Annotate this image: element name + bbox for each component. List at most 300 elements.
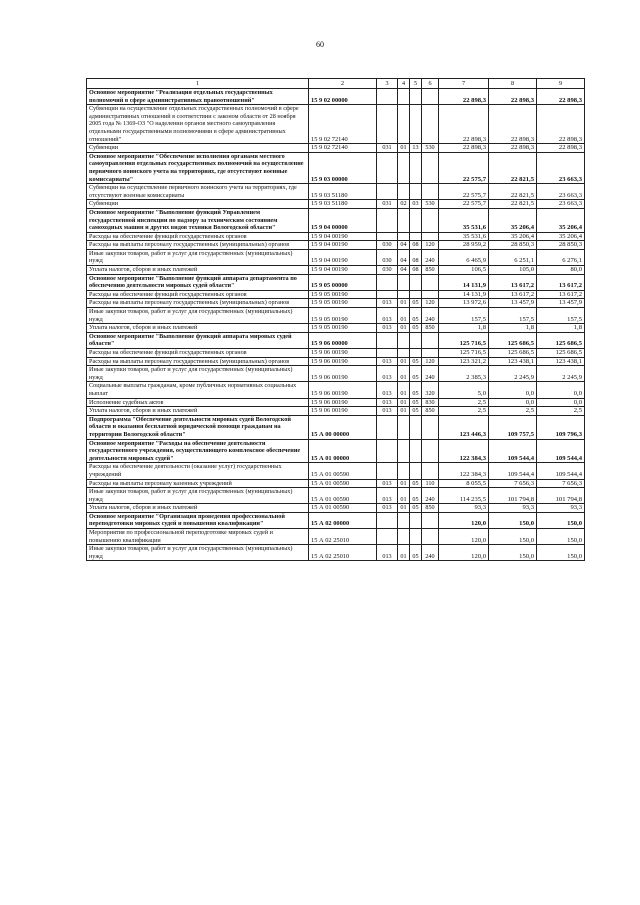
row-value-8: 0,0 — [489, 382, 537, 398]
row-name: Субвенции на осуществление отдельных государственных полномочий в сфере административных отношений в соответствии с законом области от 28 ноября 2005 года № 1369-ОЗ "О наделении органов местного самоуправления отдельными государственными полномочиями в сфере административных отношений" — [87, 105, 309, 144]
row-code: 15 9 06 00190 — [309, 382, 377, 398]
row-podrazdel — [410, 89, 422, 105]
table-row — [87, 545, 585, 561]
table-row — [87, 324, 585, 333]
row-value-9: 35 206,4 — [537, 232, 585, 241]
table-row — [87, 208, 585, 232]
row-code: 15 9 02 00000 — [309, 89, 377, 105]
row-value-7: 8 055,5 — [439, 479, 489, 488]
row-code: 15 А 02 25010 — [309, 545, 377, 561]
table-row — [87, 357, 585, 366]
row-code: 15 9 04 00190 — [309, 266, 377, 275]
row-value-9: 101 794,8 — [537, 488, 585, 504]
row-value-9: 80,0 — [537, 266, 585, 275]
row-podrazdel: 05 — [410, 479, 422, 488]
table-body — [87, 89, 585, 561]
row-podrazdel: 03 — [410, 200, 422, 209]
row-vid — [422, 274, 439, 290]
row-ved: 030 — [377, 266, 398, 275]
row-code: 15 А 02 25010 — [309, 529, 377, 545]
row-value-8: 123 438,1 — [489, 357, 537, 366]
row-razdel: 01 — [398, 308, 410, 324]
row-vid — [422, 89, 439, 105]
table-row — [87, 366, 585, 382]
row-ved — [377, 152, 398, 183]
row-ved — [377, 512, 398, 528]
row-vid — [422, 439, 439, 463]
header-cell: 4 — [398, 79, 410, 89]
table-row — [87, 299, 585, 308]
table-row — [87, 332, 585, 348]
row-razdel: 01 — [398, 398, 410, 407]
row-name: Расходы на обеспечение деятельности (оказание услуг) государственных учреждений — [87, 463, 309, 479]
row-code: 15 А 01 00590 — [309, 504, 377, 513]
row-podrazdel — [410, 184, 422, 200]
row-name: Уплата налогов, сборов и иных платежей — [87, 504, 309, 513]
table-row — [87, 349, 585, 358]
row-value-9: 22 898,3 — [537, 105, 585, 144]
row-ved: 013 — [377, 308, 398, 324]
row-vid: 320 — [422, 382, 439, 398]
row-code: 15 9 06 00190 — [309, 398, 377, 407]
row-value-7: 157,5 — [439, 308, 489, 324]
row-podrazdel — [410, 529, 422, 545]
row-vid: 240 — [422, 308, 439, 324]
row-value-7: 2,5 — [439, 407, 489, 416]
row-razdel: 01 — [398, 366, 410, 382]
row-podrazdel: 05 — [410, 407, 422, 416]
row-name: Основное мероприятие "Выполнение функций аппарата департамента по обеспечению деятельности мировых судей области" — [87, 274, 309, 290]
row-ved — [377, 463, 398, 479]
row-razdel: 02 — [398, 200, 410, 209]
row-podrazdel: 05 — [410, 382, 422, 398]
row-ved — [377, 232, 398, 241]
row-code: 15 9 05 00000 — [309, 274, 377, 290]
row-ved — [377, 290, 398, 299]
row-value-7: 120,0 — [439, 545, 489, 561]
row-razdel — [398, 105, 410, 144]
row-name: Иные закупки товаров, работ и услуг для государственных (муниципальных) нужд — [87, 249, 309, 265]
row-value-9: 23 663,3 — [537, 152, 585, 183]
row-value-9: 13 617,2 — [537, 274, 585, 290]
row-razdel — [398, 274, 410, 290]
row-value-9: 109 796,3 — [537, 415, 585, 439]
row-ved: 013 — [377, 299, 398, 308]
table-row — [87, 89, 585, 105]
row-ved: 013 — [377, 479, 398, 488]
row-ved: 013 — [377, 398, 398, 407]
row-podrazdel — [410, 208, 422, 232]
row-value-7: 14 131,9 — [439, 274, 489, 290]
row-podrazdel — [410, 463, 422, 479]
row-value-8: 13 457,9 — [489, 299, 537, 308]
row-vid: 110 — [422, 479, 439, 488]
row-podrazdel — [410, 232, 422, 241]
row-podrazdel: 08 — [410, 241, 422, 250]
page-number: 60 — [316, 40, 324, 49]
row-ved — [377, 208, 398, 232]
row-ved: 030 — [377, 241, 398, 250]
row-name: Субвенции — [87, 144, 309, 153]
row-podrazdel — [410, 290, 422, 299]
row-code: 15 9 05 00190 — [309, 308, 377, 324]
row-value-7: 1,8 — [439, 324, 489, 333]
row-value-7: 123 321,2 — [439, 357, 489, 366]
row-vid — [422, 232, 439, 241]
row-name: Мероприятия по профессиональной переподготовке мировых судей и повышению квалификации — [87, 529, 309, 545]
row-code: 15 А 01 00000 — [309, 439, 377, 463]
row-value-8: 35 206,4 — [489, 208, 537, 232]
row-name: Основное мероприятие "Расходы на обеспечение деятельности государственного учреждения, осуществляющего комплексное обеспечение деятельности мировых судей" — [87, 439, 309, 463]
row-value-9: 23 663,3 — [537, 184, 585, 200]
row-vid: 850 — [422, 266, 439, 275]
row-value-8: 2 245,9 — [489, 366, 537, 382]
row-value-7: 120,0 — [439, 529, 489, 545]
table-row — [87, 241, 585, 250]
row-razdel — [398, 463, 410, 479]
row-code: 15 9 03 00000 — [309, 152, 377, 183]
row-razdel — [398, 529, 410, 545]
row-razdel — [398, 232, 410, 241]
row-value-9: 150,0 — [537, 545, 585, 561]
row-value-8: 2,5 — [489, 407, 537, 416]
row-value-9: 150,0 — [537, 512, 585, 528]
row-podrazdel: 05 — [410, 504, 422, 513]
row-name: Исполнение судебных актов — [87, 398, 309, 407]
row-value-7: 2 385,3 — [439, 366, 489, 382]
row-value-7: 122 384,3 — [439, 463, 489, 479]
row-podrazdel: 05 — [410, 308, 422, 324]
row-ved — [377, 439, 398, 463]
row-razdel: 01 — [398, 504, 410, 513]
row-name: Основное мероприятие "Обеспечение исполнения органами местного самоуправления отдельных государственных полномочий на осуществление первичного воинского учета на территориях, где отсутствуют военные комиссариаты" — [87, 152, 309, 183]
row-code: 15 9 05 00190 — [309, 290, 377, 299]
row-value-9: 2,5 — [537, 407, 585, 416]
row-name: Основное мероприятие "Выполнение функций аппарата мировых судей области" — [87, 332, 309, 348]
table-row — [87, 463, 585, 479]
row-ved — [377, 274, 398, 290]
row-value-7: 125 716,5 — [439, 349, 489, 358]
row-ved: 013 — [377, 407, 398, 416]
row-ved: 013 — [377, 488, 398, 504]
header-cell: 1 — [87, 79, 309, 89]
row-value-7: 22 575,7 — [439, 152, 489, 183]
row-value-9: 2 245,9 — [537, 366, 585, 382]
row-code: 15 9 04 00190 — [309, 241, 377, 250]
row-name: Основное мероприятие "Выполнение функций Управлением государственной инспекции по надзору за техническим состоянием самоходных машин и других видов техники Вологодской области" — [87, 208, 309, 232]
row-code: 15 9 05 00190 — [309, 324, 377, 333]
row-vid: 120 — [422, 241, 439, 250]
row-razdel: 01 — [398, 299, 410, 308]
row-name: Расходы на обеспечение функций государственных органов — [87, 290, 309, 299]
row-razdel — [398, 439, 410, 463]
row-vid — [422, 184, 439, 200]
table-row — [87, 504, 585, 513]
row-value-8: 7 656,3 — [489, 479, 537, 488]
table-row — [87, 232, 585, 241]
table-row — [87, 512, 585, 528]
row-razdel: 04 — [398, 241, 410, 250]
table-row — [87, 398, 585, 407]
table-row — [87, 105, 585, 144]
row-razdel: 01 — [398, 407, 410, 416]
row-ved: 013 — [377, 382, 398, 398]
row-name: Субвенции на осуществление первичного воинского учета на территориях, где отсутствуют военные комиссариаты — [87, 184, 309, 200]
row-value-9: 125 686,5 — [537, 349, 585, 358]
row-razdel — [398, 332, 410, 348]
row-vid — [422, 152, 439, 183]
row-value-7: 35 531,6 — [439, 208, 489, 232]
table-row — [87, 266, 585, 275]
row-name: Социальные выплаты гражданам, кроме публичных нормативных социальных выплат — [87, 382, 309, 398]
row-name: Иные закупки товаров, работ и услуг для государственных (муниципальных) нужд — [87, 488, 309, 504]
row-value-8: 22 898,3 — [489, 89, 537, 105]
row-razdel: 04 — [398, 249, 410, 265]
row-vid: 120 — [422, 357, 439, 366]
row-name: Иные закупки товаров, работ и услуг для государственных (муниципальных) нужд — [87, 545, 309, 561]
row-podrazdel: 05 — [410, 398, 422, 407]
row-ved — [377, 105, 398, 144]
table-row — [87, 290, 585, 299]
row-value-9: 1,8 — [537, 324, 585, 333]
header-cell: 6 — [422, 79, 439, 89]
row-ved: 031 — [377, 144, 398, 153]
row-ved — [377, 184, 398, 200]
header-cell: 8 — [489, 79, 537, 89]
row-code: 15 9 06 00190 — [309, 349, 377, 358]
row-podrazdel — [410, 152, 422, 183]
row-value-9: 125 686,5 — [537, 332, 585, 348]
header-cell: 5 — [410, 79, 422, 89]
row-vid: 240 — [422, 366, 439, 382]
row-value-7: 2,5 — [439, 398, 489, 407]
row-podrazdel — [410, 332, 422, 348]
row-value-8: 101 794,8 — [489, 488, 537, 504]
table-row — [87, 529, 585, 545]
row-value-8: 6 251,1 — [489, 249, 537, 265]
row-podrazdel — [410, 512, 422, 528]
row-value-9: 23 663,3 — [537, 200, 585, 209]
row-podrazdel — [410, 105, 422, 144]
row-value-9: 123 438,1 — [537, 357, 585, 366]
row-name: Иные закупки товаров, работ и услуг для государственных (муниципальных) нужд — [87, 366, 309, 382]
row-ved: 013 — [377, 357, 398, 366]
row-value-7: 106,5 — [439, 266, 489, 275]
row-value-8: 22 821,5 — [489, 152, 537, 183]
row-vid — [422, 529, 439, 545]
row-podrazdel: 05 — [410, 545, 422, 561]
row-razdel: 01 — [398, 357, 410, 366]
row-name: Расходы на выплаты персоналу государственных (муниципальных) органов — [87, 357, 309, 366]
row-value-9: 13 617,2 — [537, 290, 585, 299]
row-code: 15 9 05 00190 — [309, 299, 377, 308]
row-code: 15 9 02 72140 — [309, 144, 377, 153]
row-podrazdel: 05 — [410, 357, 422, 366]
row-value-8: 22 821,5 — [489, 200, 537, 209]
row-code: 15 А 02 00000 — [309, 512, 377, 528]
row-razdel: 01 — [398, 545, 410, 561]
header-cell: 7 — [439, 79, 489, 89]
row-value-7: 123 446,3 — [439, 415, 489, 439]
row-vid: 240 — [422, 545, 439, 561]
row-podrazdel: 05 — [410, 324, 422, 333]
row-value-8: 22 821,5 — [489, 184, 537, 200]
row-vid: 530 — [422, 200, 439, 209]
row-name: Иные закупки товаров, работ и услуг для государственных (муниципальных) нужд — [87, 308, 309, 324]
row-podrazdel: 05 — [410, 488, 422, 504]
row-vid — [422, 415, 439, 439]
header-cell: 2 — [309, 79, 377, 89]
row-value-9: 28 850,3 — [537, 241, 585, 250]
row-value-7: 14 131,9 — [439, 290, 489, 299]
row-razdel — [398, 349, 410, 358]
row-code: 15 9 03 51180 — [309, 200, 377, 209]
row-podrazdel: 08 — [410, 266, 422, 275]
table-row — [87, 415, 585, 439]
row-ved — [377, 332, 398, 348]
row-name: Расходы на выплаты персоналу государственных (муниципальных) органов — [87, 241, 309, 250]
row-value-7: 93,3 — [439, 504, 489, 513]
row-ved — [377, 349, 398, 358]
row-vid — [422, 463, 439, 479]
row-value-8: 109 544,4 — [489, 439, 537, 463]
row-vid: 240 — [422, 488, 439, 504]
row-ved: 030 — [377, 249, 398, 265]
row-value-9: 93,3 — [537, 504, 585, 513]
row-value-9: 13 457,9 — [537, 299, 585, 308]
row-ved — [377, 89, 398, 105]
row-value-8: 150,0 — [489, 512, 537, 528]
row-code: 15 9 03 51180 — [309, 184, 377, 200]
row-value-9: 0,0 — [537, 398, 585, 407]
row-name: Уплата налогов, сборов и иных платежей — [87, 266, 309, 275]
row-code: 15 А 00 00000 — [309, 415, 377, 439]
row-value-8: 109 757,5 — [489, 415, 537, 439]
row-value-8: 125 686,5 — [489, 332, 537, 348]
row-value-8: 22 898,3 — [489, 105, 537, 144]
table-row — [87, 407, 585, 416]
row-name: Уплата налогов, сборов и иных платежей — [87, 407, 309, 416]
row-value-9: 6 276,1 — [537, 249, 585, 265]
row-code: 15 9 06 00190 — [309, 357, 377, 366]
row-razdel: 01 — [398, 144, 410, 153]
row-value-7: 122 384,3 — [439, 439, 489, 463]
header-cell: 9 — [537, 79, 585, 89]
row-podrazdel — [410, 274, 422, 290]
row-podrazdel — [410, 415, 422, 439]
table-row — [87, 382, 585, 398]
row-razdel: 01 — [398, 488, 410, 504]
table-row — [87, 249, 585, 265]
row-code: 15 9 06 00190 — [309, 366, 377, 382]
row-value-8: 1,8 — [489, 324, 537, 333]
row-razdel: 04 — [398, 266, 410, 275]
row-value-9: 22 898,3 — [537, 89, 585, 105]
row-value-7: 22 898,3 — [439, 144, 489, 153]
row-value-9: 109 544,4 — [537, 439, 585, 463]
row-ved: 013 — [377, 504, 398, 513]
table-row — [87, 152, 585, 183]
table-row — [87, 200, 585, 209]
row-code: 15 А 01 00590 — [309, 479, 377, 488]
row-code: 15 9 04 00000 — [309, 208, 377, 232]
row-podrazdel — [410, 349, 422, 358]
table-row — [87, 439, 585, 463]
row-code: 15 9 06 00190 — [309, 407, 377, 416]
row-name: Расходы на выплаты персоналу казенных учреждений — [87, 479, 309, 488]
row-value-9: 0,0 — [537, 382, 585, 398]
row-value-7: 28 959,2 — [439, 241, 489, 250]
row-name: Субвенции — [87, 200, 309, 209]
row-value-8: 157,5 — [489, 308, 537, 324]
row-code: 15 9 04 00190 — [309, 232, 377, 241]
budget-table — [86, 78, 585, 561]
row-value-8: 28 850,3 — [489, 241, 537, 250]
row-value-9: 109 544,4 — [537, 463, 585, 479]
row-value-7: 22 898,3 — [439, 89, 489, 105]
row-name: Основное мероприятие "Организация проведения профессиональной переподготовки мировых судей и повышения квалификации" — [87, 512, 309, 528]
row-value-9: 7 656,3 — [537, 479, 585, 488]
row-value-8: 109 544,4 — [489, 463, 537, 479]
row-razdel: 01 — [398, 382, 410, 398]
row-ved — [377, 529, 398, 545]
row-code: 15 9 04 00190 — [309, 249, 377, 265]
row-value-8: 150,0 — [489, 529, 537, 545]
row-podrazdel: 13 — [410, 144, 422, 153]
row-vid — [422, 208, 439, 232]
row-razdel — [398, 290, 410, 299]
row-razdel — [398, 89, 410, 105]
row-vid: 850 — [422, 324, 439, 333]
row-vid: 120 — [422, 299, 439, 308]
row-razdel — [398, 184, 410, 200]
row-value-8: 105,0 — [489, 266, 537, 275]
row-value-8: 13 617,2 — [489, 290, 537, 299]
row-value-7: 114 235,5 — [439, 488, 489, 504]
row-razdel — [398, 512, 410, 528]
row-name: Подпрограмма "Обеспечение деятельности мировых судей Вологодской области и оказания бесплатной юридической помощи гражданам на территории Вологодской области" — [87, 415, 309, 439]
row-value-7: 5,0 — [439, 382, 489, 398]
row-value-7: 22 575,7 — [439, 184, 489, 200]
row-value-9: 157,5 — [537, 308, 585, 324]
row-code: 15 9 02 72140 — [309, 105, 377, 144]
row-value-7: 125 716,5 — [439, 332, 489, 348]
row-value-8: 125 686,5 — [489, 349, 537, 358]
table-row — [87, 308, 585, 324]
row-vid — [422, 290, 439, 299]
row-value-8: 150,0 — [489, 545, 537, 561]
row-value-7: 120,0 — [439, 512, 489, 528]
header-row — [87, 79, 585, 89]
row-razdel: 01 — [398, 324, 410, 333]
row-ved: 031 — [377, 200, 398, 209]
row-value-7: 6 465,9 — [439, 249, 489, 265]
row-vid — [422, 105, 439, 144]
row-podrazdel — [410, 439, 422, 463]
row-ved: 013 — [377, 545, 398, 561]
row-value-7: 22 898,3 — [439, 105, 489, 144]
row-name: Уплата налогов, сборов и иных платежей — [87, 324, 309, 333]
row-name: Расходы на выплаты персоналу государственных (муниципальных) органов — [87, 299, 309, 308]
row-value-8: 0,0 — [489, 398, 537, 407]
row-code: 15 А 01 00590 — [309, 463, 377, 479]
row-value-8: 22 898,3 — [489, 144, 537, 153]
row-value-9: 150,0 — [537, 529, 585, 545]
row-value-9: 22 898,3 — [537, 144, 585, 153]
row-vid: 850 — [422, 504, 439, 513]
row-razdel — [398, 208, 410, 232]
row-razdel — [398, 415, 410, 439]
